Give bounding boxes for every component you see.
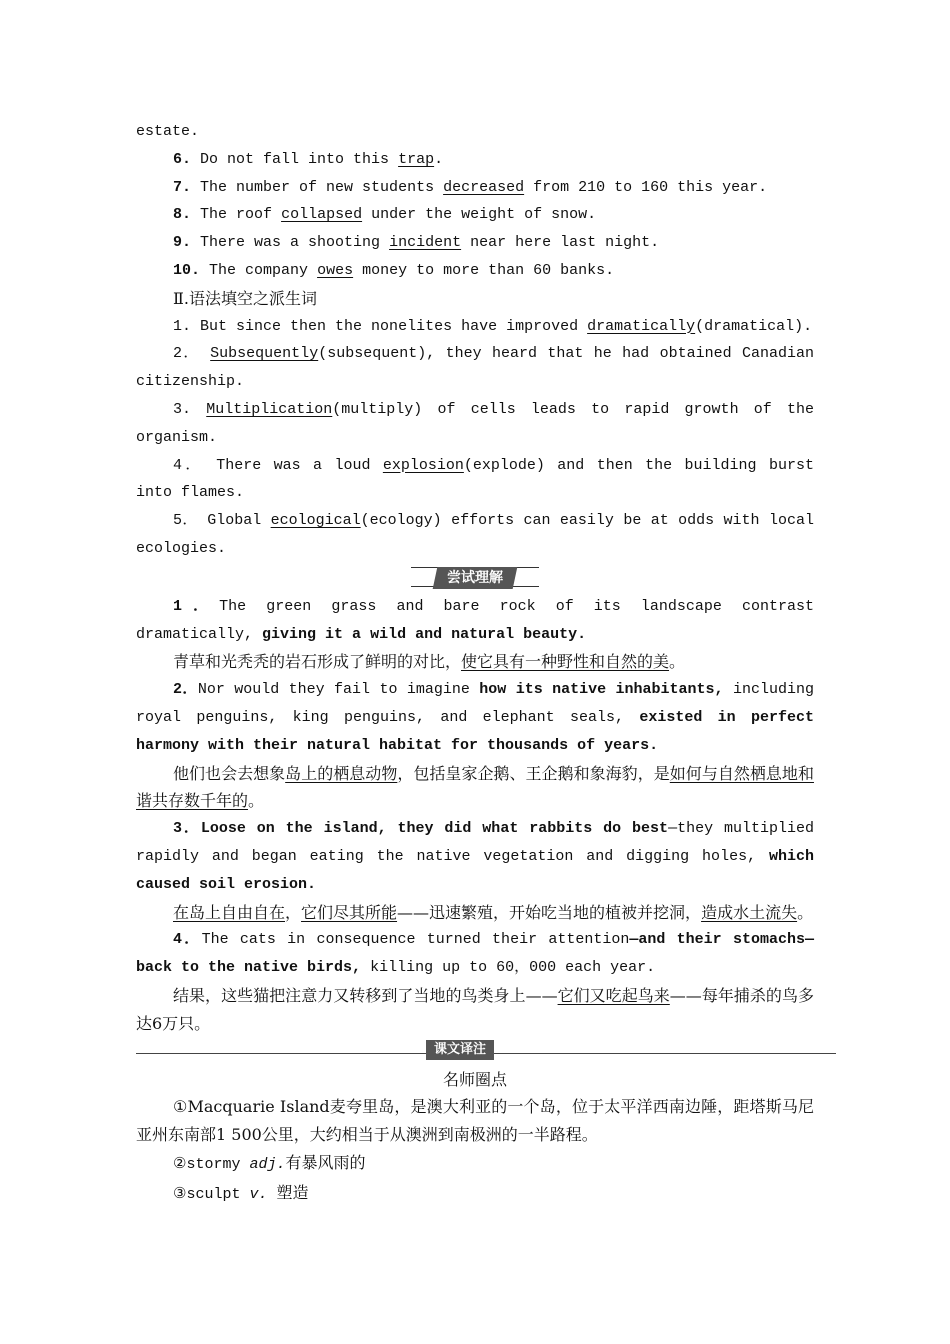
trial-translation-3: 在岛上自由自在，它们尽其所能——迅速繁殖，开始吃当地的植被并挖洞，造成水土流失。 [173,902,814,922]
vocab-item-6: 6. Do not fall into this trap. [173,150,444,168]
answer: collapsed [281,206,363,224]
trial-sentence-4: 4．The cats in consequence turned their attention—and their stomachs—back to the native birds, killing up to 60，000 each year. [136,931,814,977]
answer: trap [398,150,435,168]
section-divider-notes [136,1038,836,1066]
trial-sentence-1: 1．The green grass and bare rock of its landscape contrast dramatically, giving it a wild and natural beauty. [136,597,814,643]
answer: dramatically [587,317,696,335]
vocab-item-7: 7. The number of new students decreased from 210 to 160 this year. [173,178,768,196]
answer: ecological [270,512,361,530]
grammar-item-3: 3. Multiplication(multiply) of cells leads to rapid growth of the organism. [136,400,814,446]
grammar-item-2: 2． Subsequently(subsequent), they heard that he had obtained Canadian citizenship. [136,345,814,391]
trial-translation-1: 青草和光秃秃的岩石形成了鲜明的对比，使它具有一种野性和自然的美。 [173,652,686,672]
note-2: ②stormy adj.有暴风雨的 [173,1152,366,1173]
grammar-item-4: 4． There was a loud explosion(explode) and then the building burst into flames. [136,456,814,502]
vocab-item-10: 10. The company owes money to more than 60 banks. [173,261,615,279]
answer: incident [389,234,462,252]
answer: Multiplication [206,400,333,418]
section-header-trial [136,563,814,593]
trial-sentence-3: 3．Loose on the island, they did what rabbits do best—they multiplied rapidly and began eating the native vegetation and digging holes, which caused soil erosion. [136,820,814,893]
answer: Subsequently [210,345,319,363]
trial-translation-4: 结果，这些猫把注意力又转移到了当地的鸟类身上——它们又吃起鸟来——每年捕杀的鸟多达6万只。 [136,985,814,1033]
vocab-item-8: 8. The roof collapsed under the weight of snow. [173,206,597,224]
note-3: ③sculpt v. 塑造 [173,1182,309,1203]
grammar-item-5: 5． Global ecological(ecology) efforts can easily be at odds with local ecologies. [136,512,814,557]
answer: decreased [443,178,525,196]
notes-subtitle: 名师圈点 [442,1069,507,1089]
section-header-label: 课文译注 [426,1040,494,1060]
answer: explosion [382,456,464,474]
vocab-item-9: 9. There was a shooting incident near here last night. [173,234,660,252]
section-header-label: 尝试理解 [447,569,503,586]
vocab-continuation: estate. [136,123,200,140]
section-title: Ⅱ.语法填空之派生词 [173,288,317,308]
trial-translation-2: 他们也会去想象岛上的栖息动物，包括皇家企鹅、王企鹅和象海豹，是如何与自然栖息地和谐共存数千年的。 [136,763,814,811]
grammar-item-1: 1. But since then the nonelites have improved dramatically(dramatical). [173,317,813,335]
page-content [136,118,814,1208]
trial-sentence-2: 2．Nor would they fail to imagine how its native inhabitants, including royal penguins, king penguins, and elephant seals, existed in perfect harmony with their natural habitat for thousands of years. [136,681,814,754]
answer: owes [317,261,354,279]
note-1: ①Macquarie Island麦夸里岛，是澳大利亚的一个岛，位于太平洋西南边陲，距塔斯马尼亚州东南部1 500公里，大约相当于从澳洲到南极洲的一半路程。 [136,1097,814,1145]
